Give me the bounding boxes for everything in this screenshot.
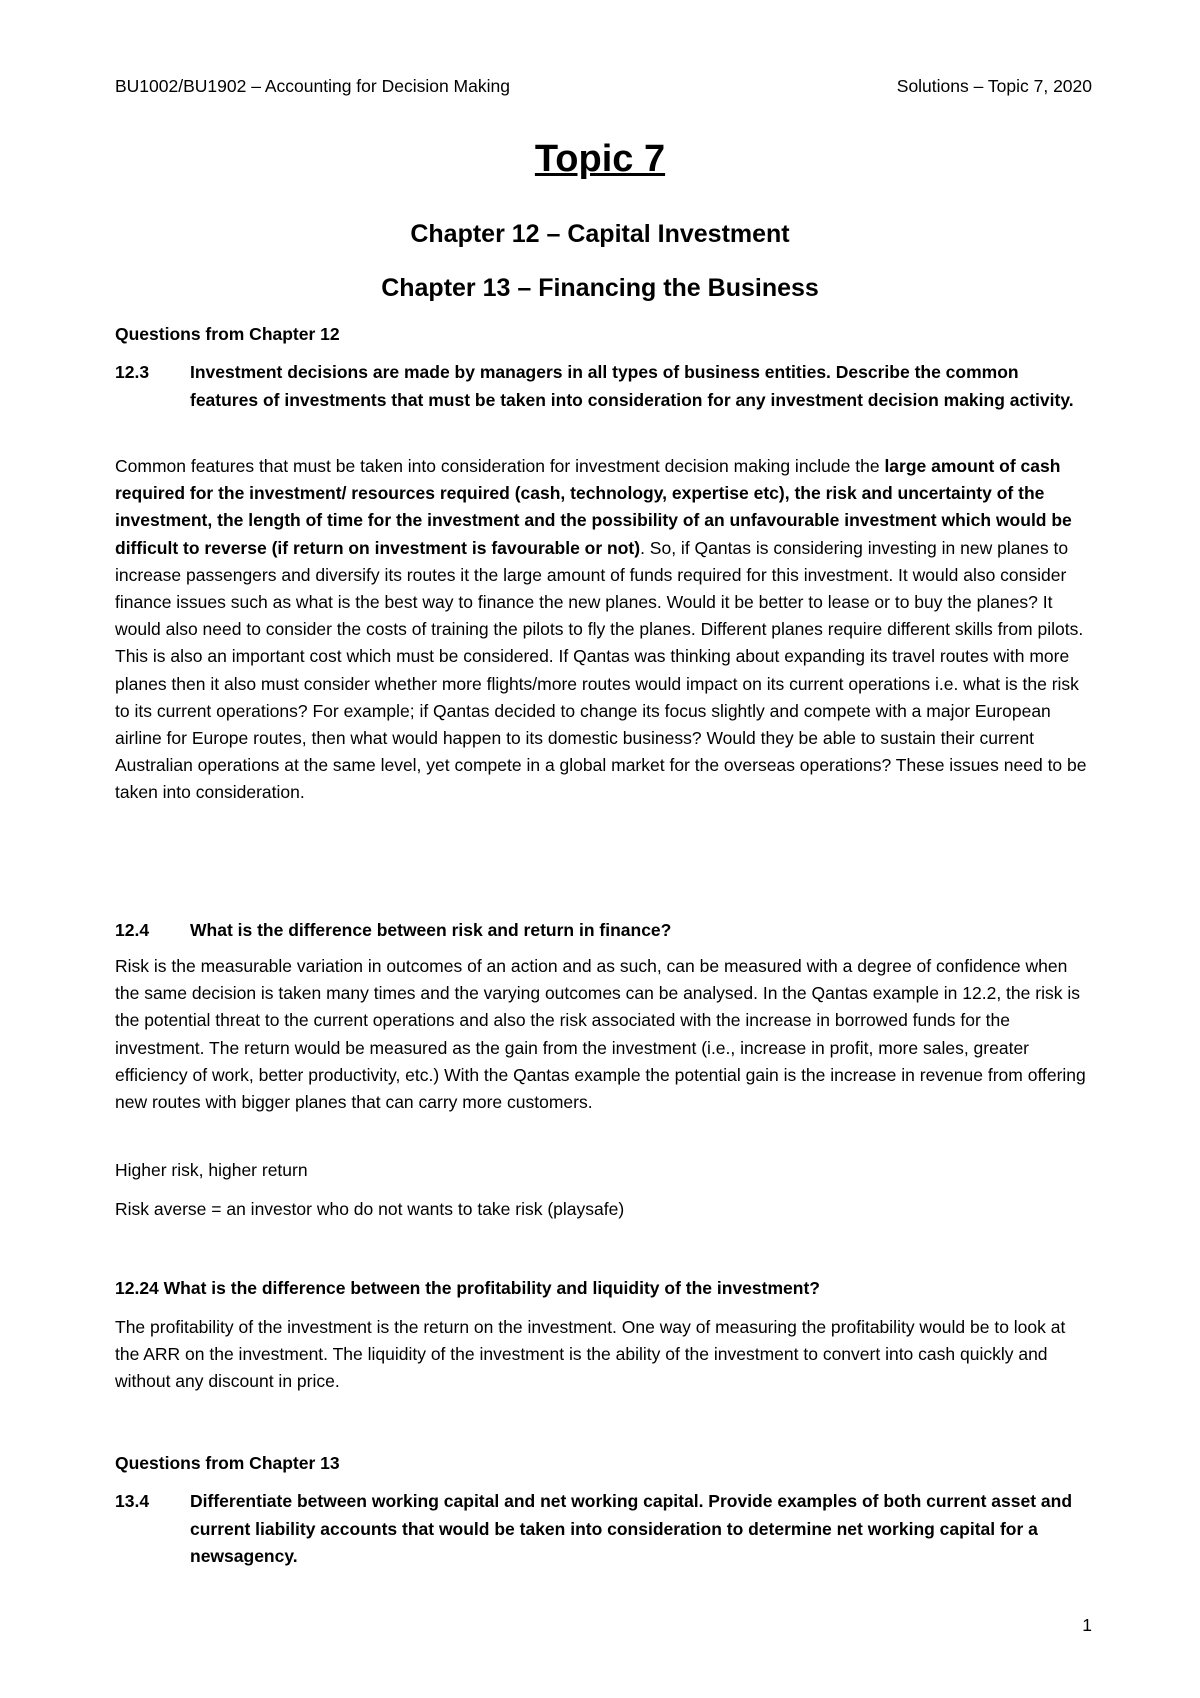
question-text: Investment decisions are made by managers in all types of business entities. Describe the common features of investments that must be taken into consideration for any investment decision making activity.	[190, 362, 1074, 410]
question-12-24: 12.24 What is the difference between the profitability and liquidity of the investment?	[115, 1278, 820, 1298]
chapter-12-heading: Chapter 12 – Capital Investment	[410, 220, 790, 248]
answer-12-3	[115, 453, 1093, 807]
question-number: 13.4	[115, 1491, 150, 1511]
answer-12-24: The profitability of the investment is the return on the investment. One way of measuring the profitability would be to look at the ARR on the investment. The liquidity of the investment is the ability of the investment to convert into cash quickly and without any discount in price.	[115, 1317, 1066, 1392]
answer-text-intro: Common features that must be taken into consideration for investment decision making include the	[115, 456, 885, 476]
answer-text-emphasis: large amount of cash required for the investment/ resources required (cash, technology, expertise etc), the risk and uncertainty of the investment, the length of time for the investment and the possibility of an unfavourable investment which would be difficult to reverse (if return on investment is favourable or not)	[115, 456, 1072, 558]
page-title: Topic 7	[534, 138, 666, 180]
answer-12-4-note-1: Higher risk, higher return	[115, 1160, 308, 1180]
header-solutions-label: Solutions – Topic 7, 2020	[896, 76, 1092, 96]
question-12-3	[115, 359, 1090, 414]
question-number: 12.3	[115, 362, 150, 382]
section-label-chapter-13: Questions from Chapter 13	[115, 1453, 340, 1473]
answer-text-continuation: . So, if Qantas is considering investing in new planes to increase passengers and diversify its routes it the large amount of funds required for this investment. It would also consider finance issues such as what is the best way to finance the new planes. Would it be better to lease or to buy the planes? It would also need to consider the costs of training the pilots to fly the planes. Different planes require different skills from pilots. This is also an important cost which must be considered. If Qantas was thinking about expanding its travel routes with more planes then it also must consider whether more flights/more routes would impact on its current operations i.e. what is the risk to its current operations? For example; if Qantas decided to change its focus slightly and compete with a major European airline for Europe routes, then what would happen to its domestic business? Would they be able to sustain their current Australian operations at the same level, yet compete in a global market for the overseas operations? These issues need to be taken into consideration.	[115, 537, 1087, 803]
question-12-4	[115, 917, 1090, 945]
answer-12-4: Risk is the measurable variation in outcomes of an action and as such, can be measured with a degree of confidence when the same decision is taken many times and the varying outcomes can be analysed. In the Qantas example in 12.2, the risk is the potential threat to the current operations and also the risk associated with the increase in borrowed funds for the investment. The return would be measured as the gain from the investment (i.e., increase in profit, more sales, greater efficiency of work, better productivity, etc.) With the Qantas example the potential gain is the increase in revenue from offering new routes with bigger planes that can carry more customers.	[115, 956, 1086, 1113]
question-text: What is the difference between risk and return in finance?	[190, 920, 672, 940]
page-number: 1	[1082, 1615, 1092, 1635]
answer-12-4-note-2: Risk averse = an investor who do not wants to take risk (playsafe)	[115, 1199, 625, 1219]
question-text: Differentiate between working capital and net working capital. Provide examples of both current asset and current liability accounts that would be taken into consideration to determine net working capital for a newsagency.	[190, 1491, 1073, 1566]
question-13-4	[115, 1488, 1090, 1571]
section-label-chapter-12: Questions from Chapter 12	[115, 324, 340, 344]
header-course-title: BU1002/BU1902 – Accounting for Decision Making	[115, 76, 510, 96]
question-number: 12.4	[115, 920, 150, 940]
chapter-13-heading: Chapter 13 – Financing the Business	[381, 274, 819, 302]
